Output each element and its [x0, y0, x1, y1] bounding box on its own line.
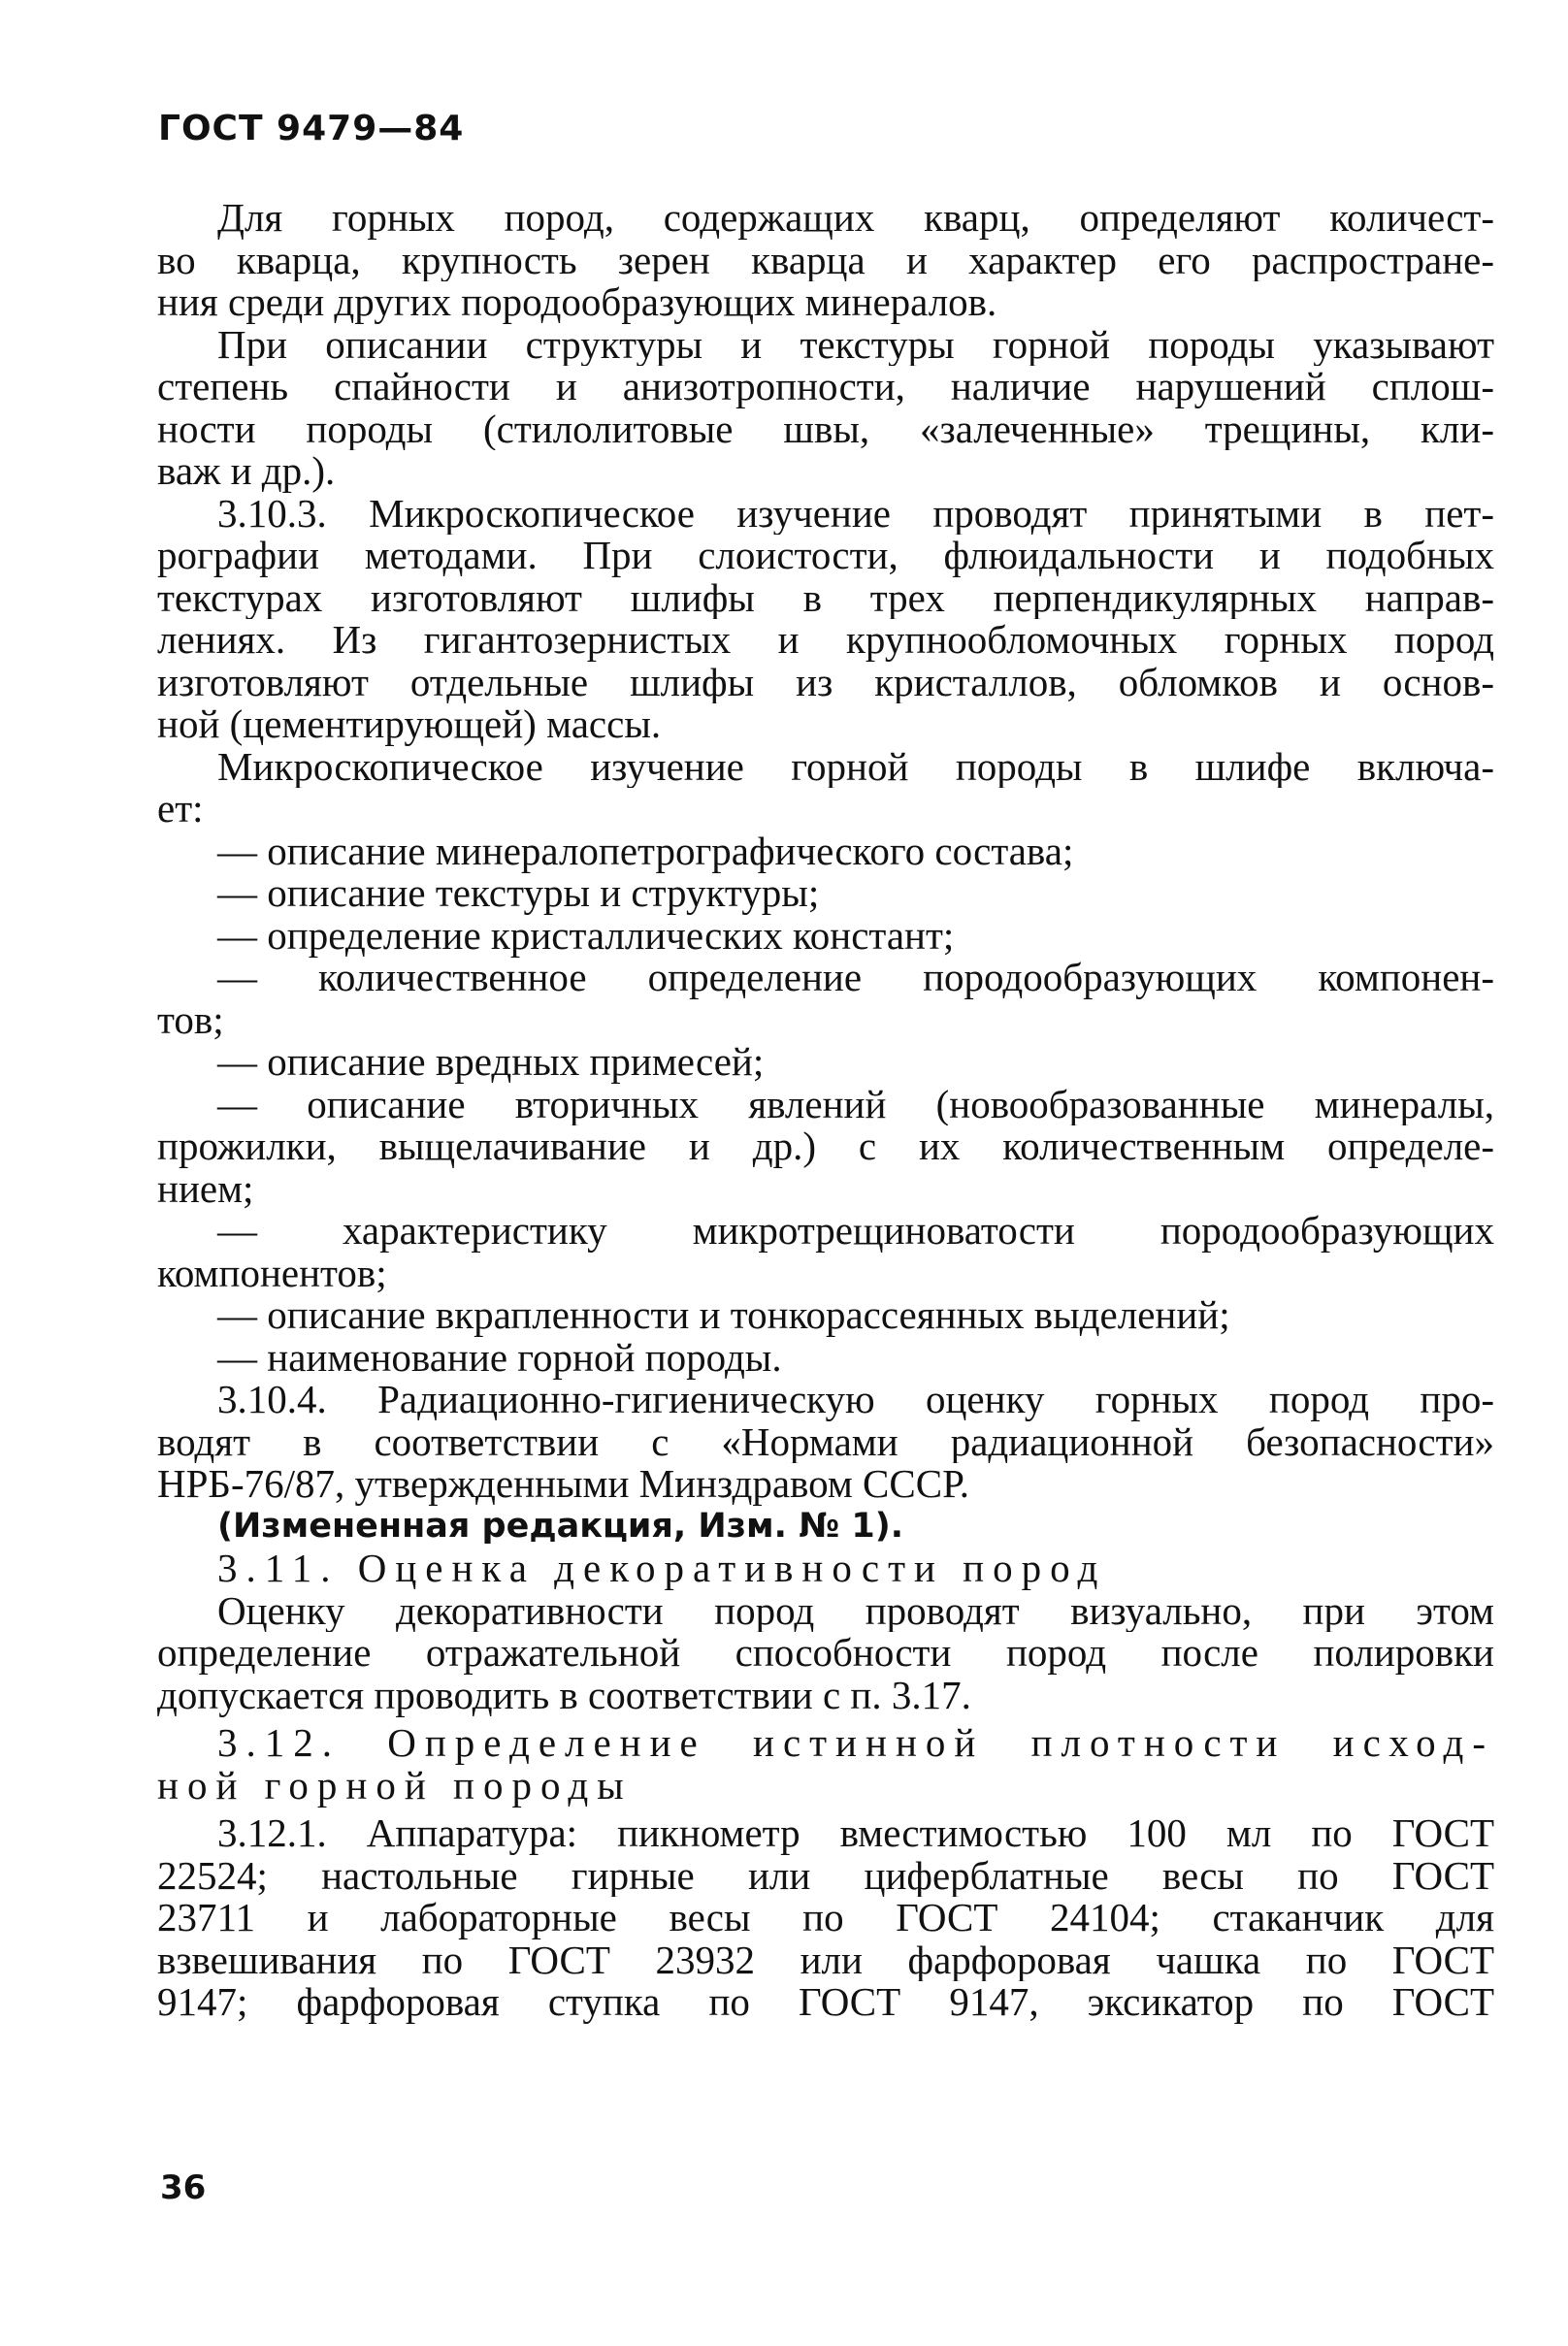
text-line: рографии методами. При слоистости, флюидальности и подобных — [157, 535, 1494, 577]
amendment-note: (Измененная редакция, Изм. № 1). — [217, 1506, 904, 1546]
text-line: текстурах изготовляют шлифы в трех перпендикулярных направ- — [157, 576, 1494, 619]
list-item: — описание вредных примесей; — [217, 1039, 765, 1084]
text-line: ет: — [157, 786, 204, 831]
list-item: — наименование горной породы. — [217, 1334, 782, 1380]
text-line: степень спайности и анизотропности, наличие нарушений сплош- — [157, 366, 1494, 408]
list-item: — описание минералопетрографического состава; — [217, 828, 1074, 873]
text-line: нием; — [157, 1165, 254, 1211]
text-line: Микроскопическое изучение горной породы в шлифе включа- — [217, 745, 1494, 788]
list-item: — количественное определение породообразующих компонен- — [217, 957, 1494, 999]
text-line: тов; — [157, 996, 224, 1042]
page-header: ГОСТ 9479—84 — [158, 109, 465, 148]
text-line: НРБ-76/87, утвержденными Минздравом СССР. — [157, 1461, 969, 1506]
text-line: 22524; настольные гирные или циферблатные весы по ГОСТ — [157, 1854, 1494, 1897]
text-line: ности породы (стилолитовые швы, «залеченные» трещины, кли- — [157, 407, 1494, 450]
section-heading: 3.11. Оценка декоративности пород — [217, 1546, 1107, 1590]
text-line: ния среди других породообразующих минералов. — [157, 279, 997, 324]
document-body — [157, 197, 1494, 2024]
text-line: во кварца, крупность зерен кварца и характер его распростране- — [157, 239, 1494, 281]
text-line: изготовляют отдельные шлифы из кристаллов, обломков и основ- — [157, 661, 1494, 703]
text-line: 3.10.4. Радиационно-гигиеническую оценку горных пород про- — [217, 1379, 1494, 1421]
text-line: компонентов; — [157, 1250, 387, 1295]
text-line: Для горных пород, содержащих кварц, определяют количест- — [217, 197, 1494, 240]
list-item: — описание вкрапленности и тонкорассеянных выделений; — [217, 1292, 1230, 1337]
text-line: определение отражательной способности пород после полировки — [157, 1632, 1494, 1675]
text-line: допускается проводить в соответствии с п. 3.17. — [157, 1672, 971, 1717]
text-line: 23711 и лабораторные весы по ГОСТ 24104; стаканчик для — [157, 1897, 1494, 1939]
list-item: — характеристику микротрещиноватости породообразующих — [217, 1210, 1494, 1253]
section-heading: 3.12. Определение истинной плотности исход- — [217, 1722, 1494, 1765]
text-line: ной (цементирующей) массы. — [157, 701, 662, 746]
section-heading: ной горной породы — [157, 1762, 633, 1808]
text-line: важ и др.). — [157, 448, 336, 493]
list-item: — описание текстуры и структуры; — [217, 870, 820, 915]
text-line: взвешивания по ГОСТ 23932 или фарфоровая чашка по ГОСТ — [157, 1939, 1494, 1981]
list-item: — описание вторичных явлений (новообразованные минералы, — [217, 1083, 1494, 1125]
text-line: При описании структуры и текстуры горной породы указывают — [217, 323, 1494, 366]
text-line: Оценку декоративности пород проводят визуально, при этом — [217, 1589, 1494, 1632]
list-item: — определение кристаллических констант; — [217, 912, 955, 958]
page-number: 36 — [160, 2168, 207, 2207]
text-line: 3.10.3. Микроскопическое изучение проводят принятыми в пет- — [217, 492, 1494, 535]
text-line: водят в соответствии с «Нормами радиационной безопасности» — [157, 1420, 1494, 1463]
text-line: прожилки, выщелачивание и др.) с их количественным определе- — [157, 1125, 1494, 1168]
text-line: 9147; фарфоровая ступка по ГОСТ 9147, эксикатор по ГОСТ — [157, 1981, 1494, 2024]
text-line: 3.12.1. Аппаратура: пикнометр вместимостью 100 мл по ГОСТ — [217, 1812, 1494, 1855]
text-line: лениях. Из гигантозернистых и крупнообломочных горных пород — [157, 619, 1494, 662]
